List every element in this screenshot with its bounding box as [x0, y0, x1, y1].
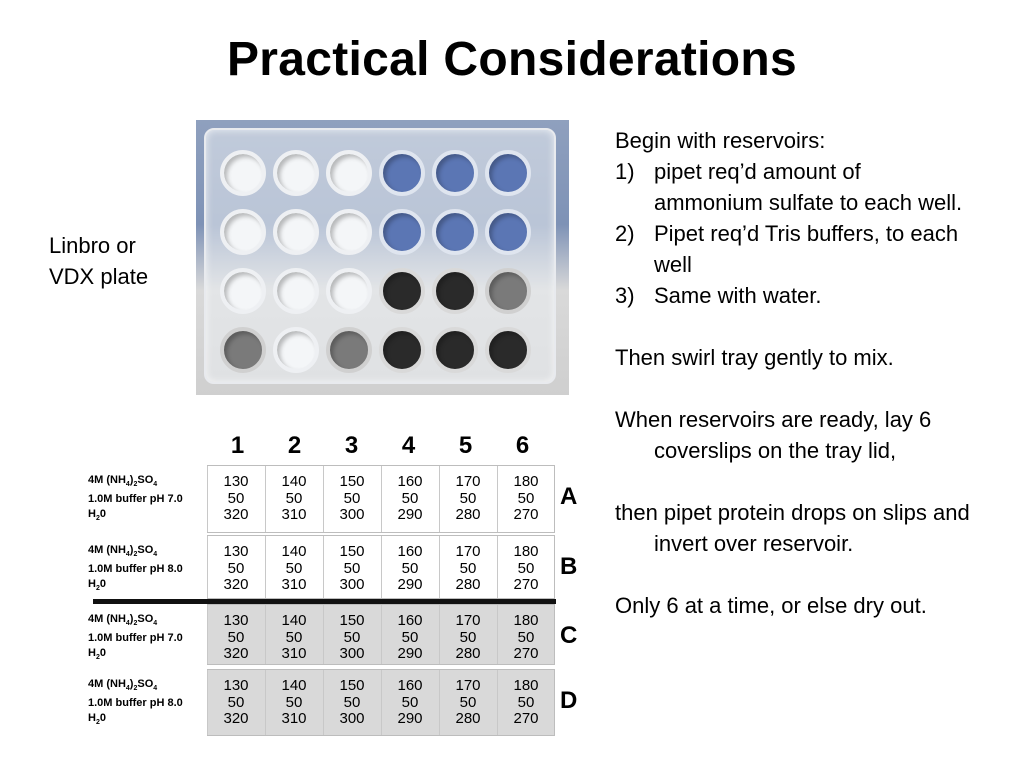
plate-well: [432, 327, 478, 373]
table-cell: [207, 670, 264, 735]
step-1-number: 1): [615, 159, 635, 184]
cell-value: 180: [513, 677, 539, 694]
cell-value: 150: [339, 543, 365, 560]
cell-value: 180: [513, 543, 539, 560]
cell-value: 160: [397, 543, 423, 560]
cell-value: 300: [339, 710, 365, 727]
row-label: 4M $(NH_4)_2SO_4$ 1.0M buffer pH 7.0 $H_20$: [88, 613, 183, 662]
plate-well: [432, 209, 478, 255]
cell-value: 290: [397, 506, 423, 523]
plate-well: [326, 209, 372, 255]
step-2-number: 2): [615, 221, 635, 246]
cell-value: 130: [223, 543, 249, 560]
column-header: 6: [515, 432, 530, 459]
cell-value: 170: [455, 677, 481, 694]
cell-value: 50: [343, 628, 361, 646]
table-cell: [497, 670, 554, 735]
step-3: [615, 280, 975, 311]
plate-well: [326, 268, 372, 314]
cell-value: 180: [513, 612, 539, 629]
plate-well: [220, 327, 266, 373]
cell-value: 310: [281, 645, 307, 662]
cell-value: 50: [517, 489, 535, 507]
plate-well: [485, 209, 531, 255]
plate-well: [485, 327, 531, 373]
plate-well: [273, 209, 319, 255]
cell-value: 270: [513, 645, 539, 662]
step-1: [615, 156, 975, 218]
cell-value: 320: [223, 506, 249, 523]
plate-well: [379, 268, 425, 314]
cell-value: 310: [281, 506, 307, 523]
cell-value: 310: [281, 710, 307, 727]
plate-well: [379, 150, 425, 196]
table-cell: [323, 670, 380, 735]
plate-well: [326, 150, 372, 196]
coverslips-text: When reservoirs are ready, lay 6 coverslips on the tray lid,: [615, 407, 932, 463]
cell-value: 150: [339, 473, 365, 490]
cell-value: 50: [227, 693, 245, 711]
cell-value: 320: [223, 576, 249, 593]
cell-value: 280: [455, 710, 481, 727]
table-cell: [265, 605, 322, 664]
plate-well: [432, 268, 478, 314]
cell-value: 50: [517, 628, 535, 646]
row-letter: A: [560, 483, 578, 510]
table-cell: [439, 466, 496, 532]
table-cell: [497, 536, 554, 598]
cell-value: 50: [401, 489, 419, 507]
plate-well: [326, 327, 372, 373]
cell-value: 140: [281, 543, 307, 560]
cell-value: 50: [285, 628, 303, 646]
cell-value: 280: [455, 576, 481, 593]
cell-value: 50: [517, 559, 535, 577]
cell-value: 300: [339, 506, 365, 523]
cell-value: 280: [455, 506, 481, 523]
row-letter: B: [560, 553, 578, 580]
plate-photo: [196, 120, 569, 395]
cell-value: 290: [397, 576, 423, 593]
swirl-text: Then swirl tray gently to mix.: [615, 345, 894, 370]
cell-value: 50: [459, 628, 477, 646]
plate-well: [485, 268, 531, 314]
step-2-text: Pipet req’d Tris buffers, to each well: [654, 221, 959, 277]
table-divider: [93, 599, 556, 604]
cell-value: 160: [397, 677, 423, 694]
cell-value: 140: [281, 473, 307, 490]
cell-value: 140: [281, 612, 307, 629]
table-cell: [265, 670, 322, 735]
cell-value: 50: [227, 489, 245, 507]
cell-value: 50: [227, 559, 245, 577]
cell-value: 130: [223, 473, 249, 490]
instructions-text: [615, 125, 975, 621]
table-cell: [381, 670, 438, 735]
cell-value: 50: [285, 489, 303, 507]
plate-well: [379, 327, 425, 373]
cell-value: 320: [223, 645, 249, 662]
cell-value: 270: [513, 506, 539, 523]
table-cell: [439, 536, 496, 598]
plate-well: [273, 150, 319, 196]
table-cell: [439, 605, 496, 664]
drops-text: then pipet protein drops on slips and invert over reservoir.: [615, 500, 970, 556]
cell-value: 170: [455, 612, 481, 629]
column-header: 2: [287, 432, 302, 459]
table-cell: [381, 536, 438, 598]
cell-value: 160: [397, 612, 423, 629]
table-cell: [439, 670, 496, 735]
plate-well: [220, 268, 266, 314]
cell-value: 50: [285, 693, 303, 711]
row-label: 4M $(NH_4)_2SO_4$ 1.0M buffer pH 7.0 $H_20$: [88, 474, 183, 523]
table-cell: [265, 536, 322, 598]
cell-value: 160: [397, 473, 423, 490]
column-header: 4: [401, 432, 416, 459]
table-cell: [381, 466, 438, 532]
table-cell: [323, 605, 380, 664]
table-cell: [265, 466, 322, 532]
table-cell: [497, 466, 554, 532]
cell-value: 310: [281, 576, 307, 593]
step-3-number: 3): [615, 283, 635, 308]
cell-value: 280: [455, 645, 481, 662]
cell-value: 130: [223, 677, 249, 694]
cell-value: 180: [513, 473, 539, 490]
cell-value: 290: [397, 645, 423, 662]
cell-value: 270: [513, 576, 539, 593]
table-cell: [207, 466, 264, 532]
table-cell: [207, 536, 264, 598]
table-cell: [381, 605, 438, 664]
cell-value: 50: [459, 559, 477, 577]
cell-value: 50: [227, 628, 245, 646]
plate-well: [432, 150, 478, 196]
plate-label-line2: VDX plate: [49, 264, 149, 289]
cell-value: 50: [343, 489, 361, 507]
cell-value: 170: [455, 543, 481, 560]
table-cell: [323, 466, 380, 532]
cell-value: 50: [401, 693, 419, 711]
cell-value: 300: [339, 645, 365, 662]
cell-value: 50: [343, 559, 361, 577]
cell-value: 150: [339, 612, 365, 629]
row-letter: D: [560, 687, 578, 714]
cell-value: 50: [285, 559, 303, 577]
cell-value: 130: [223, 612, 249, 629]
row-letter: C: [560, 622, 578, 649]
column-header: 3: [344, 432, 359, 459]
warning-text: Only 6 at a time, or else dry out.: [615, 593, 927, 618]
cell-value: 270: [513, 710, 539, 727]
step-3-text: Same with water.: [654, 283, 822, 308]
cell-value: 290: [397, 710, 423, 727]
cell-value: 50: [459, 693, 477, 711]
plate-well: [485, 150, 531, 196]
plate-label: [49, 230, 148, 292]
cell-value: 320: [223, 710, 249, 727]
cell-value: 150: [339, 677, 365, 694]
cell-value: 50: [401, 559, 419, 577]
cell-value: 50: [517, 693, 535, 711]
step-2: [615, 218, 975, 280]
plate-well: [220, 209, 266, 255]
cell-value: 50: [459, 489, 477, 507]
plate-well: [220, 150, 266, 196]
table-cell: [207, 605, 264, 664]
plate-well: [273, 327, 319, 373]
table-cell: [497, 605, 554, 664]
cell-value: 140: [281, 677, 307, 694]
cell-value: 300: [339, 576, 365, 593]
cell-value: 50: [343, 693, 361, 711]
slide-title: Practical Considerations: [226, 33, 798, 86]
row-label: 4M $(NH_4)_2SO_4$ 1.0M buffer pH 8.0 $H_20$: [88, 678, 183, 727]
plate-well: [379, 209, 425, 255]
intro-text: Begin with reservoirs:: [615, 128, 826, 153]
step-1-text: pipet req’d amount of ammonium sulfate to each well.: [654, 159, 963, 215]
column-header: 1: [230, 432, 245, 459]
plate-label-line1: Linbro or: [49, 233, 136, 258]
cell-value: 170: [455, 473, 481, 490]
cell-value: 50: [401, 628, 419, 646]
row-label: 4M $(NH_4)_2SO_4$ 1.0M buffer pH 8.0 $H_20$: [88, 544, 183, 593]
column-header: 5: [458, 432, 473, 459]
plate-well: [273, 268, 319, 314]
table-cell: [323, 536, 380, 598]
